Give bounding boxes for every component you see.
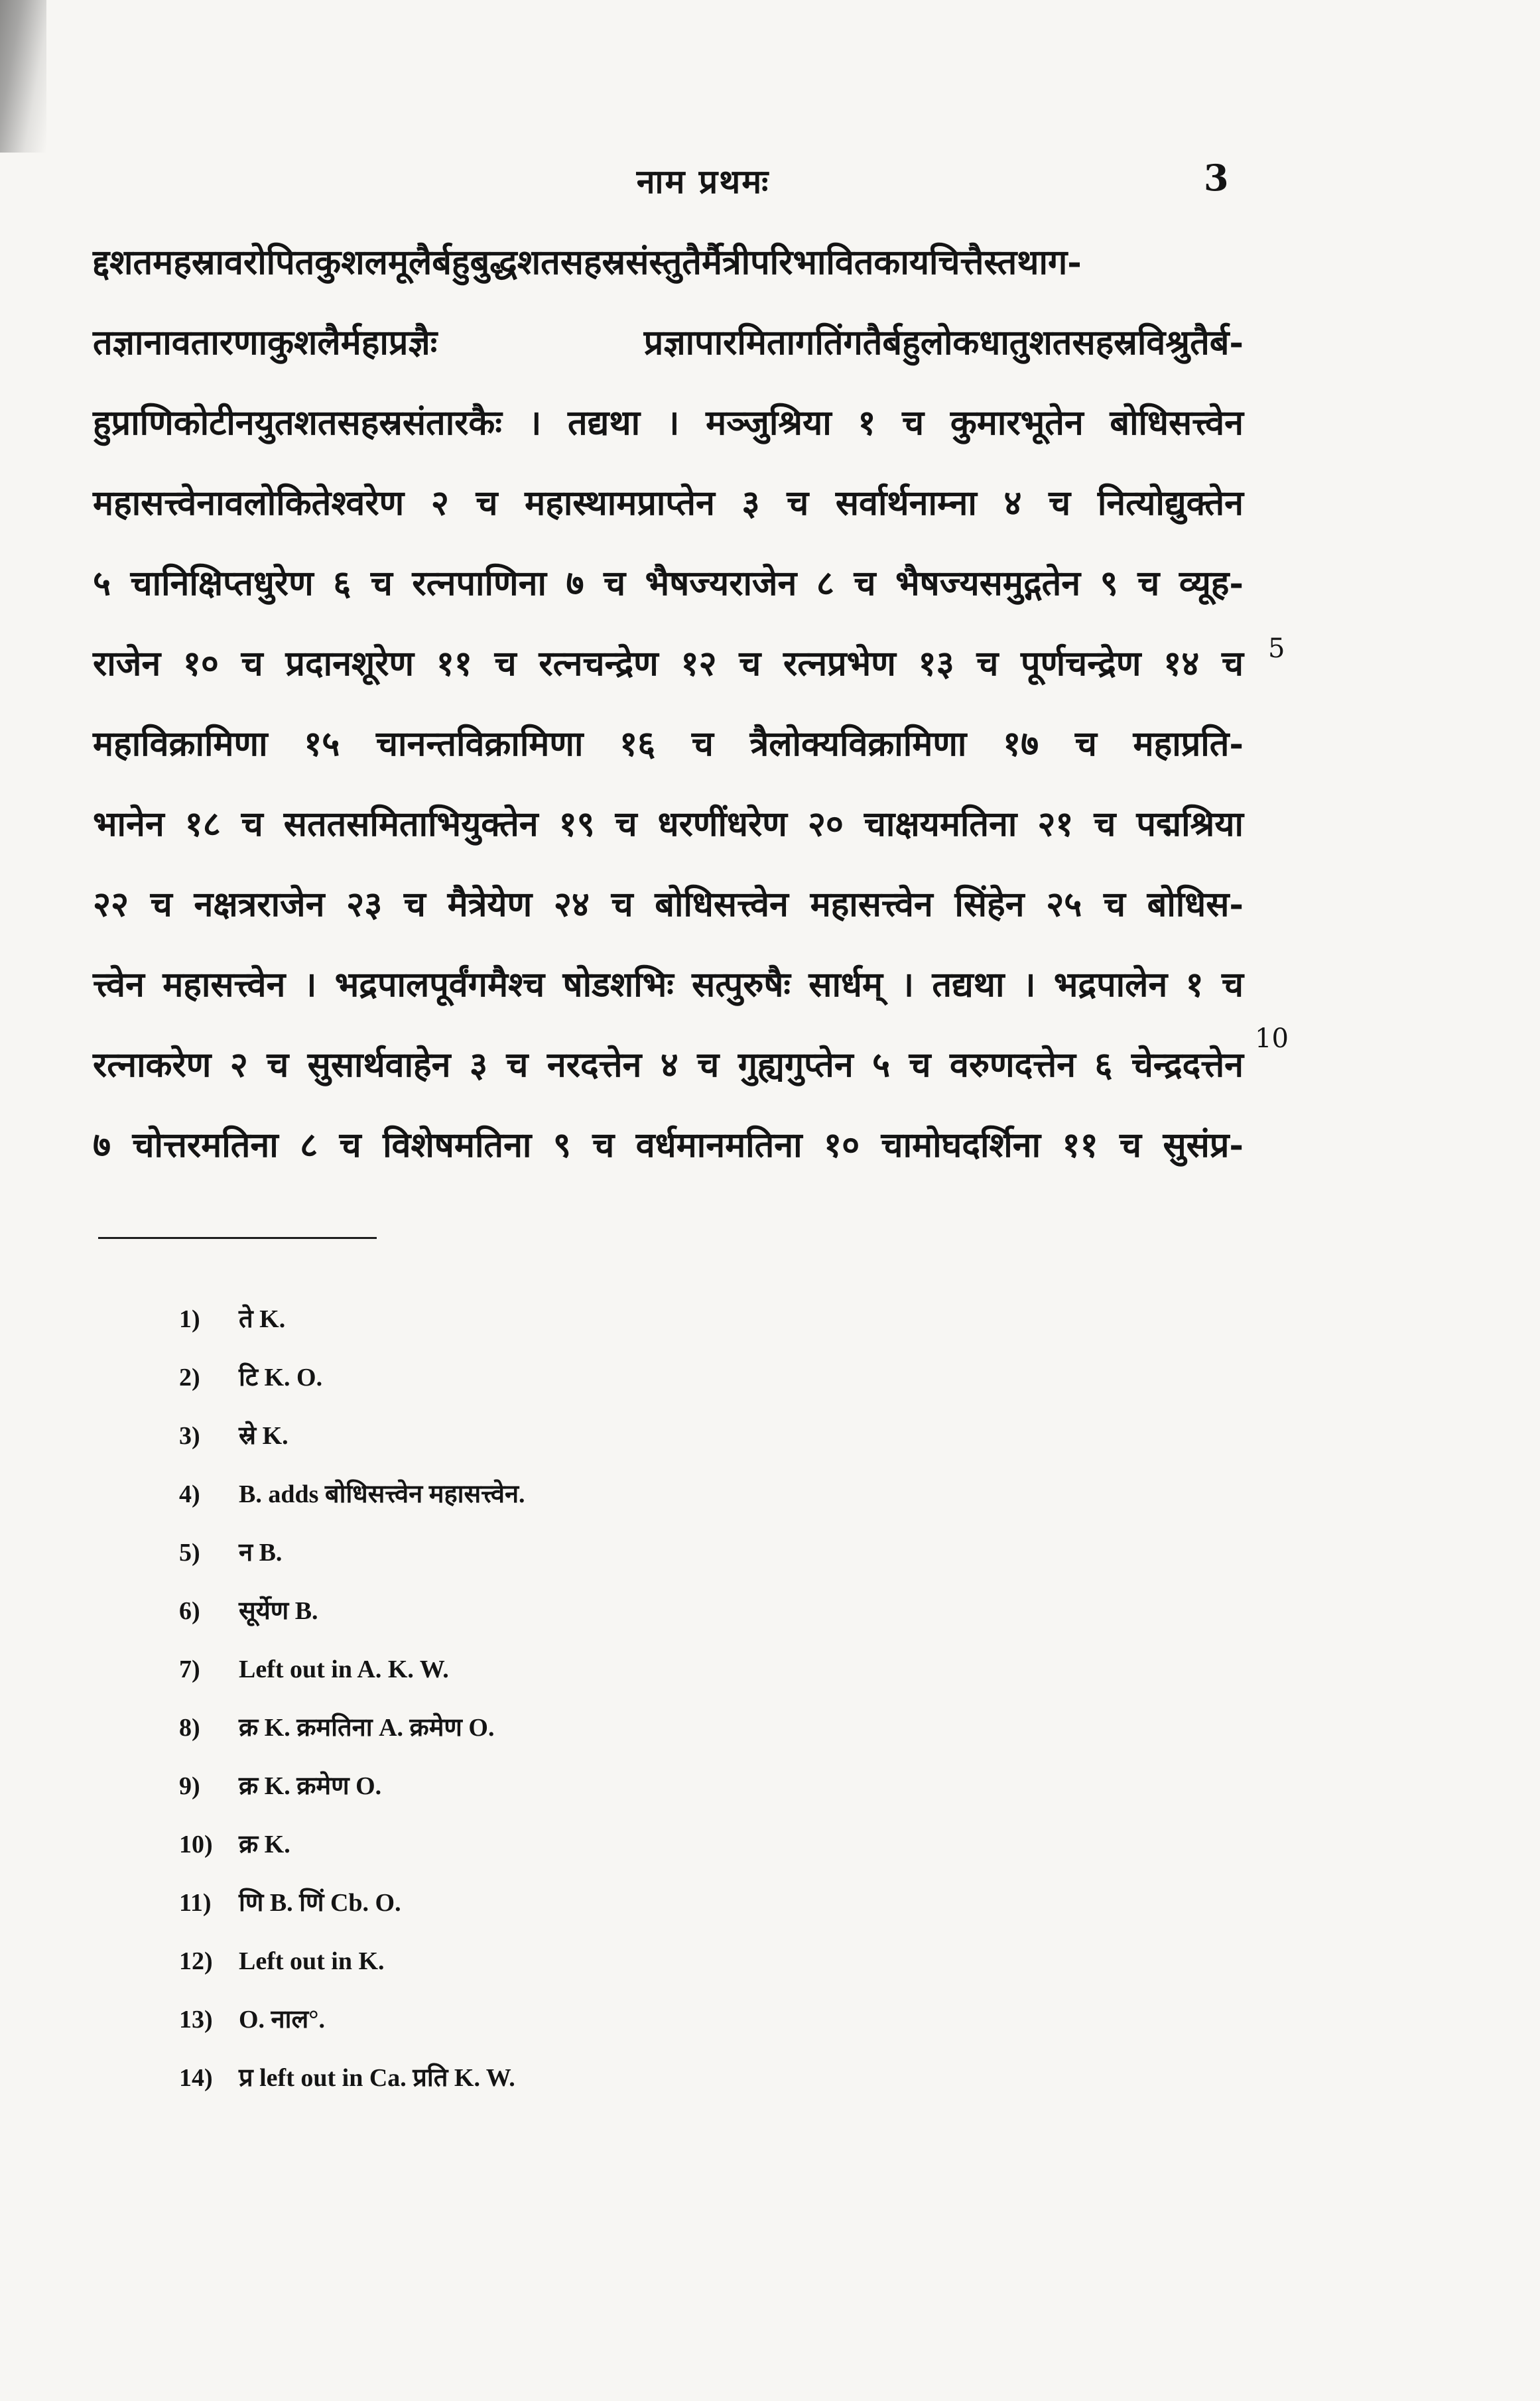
page-number: 3: [1204, 157, 1229, 199]
footnote-text: स्रे K.: [239, 1422, 289, 1450]
footnote-text: क्र K. क्रमेण O.: [239, 1772, 382, 1800]
margin-line-number-10: 10: [1255, 1023, 1289, 1054]
running-title: नाम प्रथमः: [636, 162, 770, 201]
footnote: [179, 1699, 1174, 1757]
footnote: [179, 1640, 1174, 1699]
footnote: [179, 1290, 1174, 1348]
footnote-number: 3): [179, 1422, 200, 1450]
footnote: [179, 1407, 1174, 1465]
footnote-text: न B.: [239, 1539, 283, 1567]
text-line-11: रत्नाकरेण २ च सुसार्थवाहेन ३ च नरदत्तेन ४ च गुह्यगुप्तेन ५ च वरुणदत्तेन ६ चेन्द्रदत्तेन: [93, 1045, 1244, 1085]
footnote-number: 8): [179, 1714, 200, 1742]
footnote-number: 10): [179, 1831, 213, 1858]
footnotes-list: [179, 1290, 1174, 2107]
footnote-number: 1): [179, 1305, 200, 1333]
footnote-text: O. नाल°.: [239, 2006, 325, 2034]
text-line-8: भानेन १८ च सततसमिताभियुक्तेन १९ च धरणींधरेण २० चाक्षयमतिना २१ च पद्मश्रिया: [93, 804, 1244, 844]
text-line-9: २२ च नक्षत्रराजेन २३ च मैत्रेयेण २४ च बोधिसत्त्वेन महासत्त्वेन सिंहेन २५ च बोधिस-: [93, 884, 1244, 925]
text-line-12: ७ चोत्तरमतिना ८ च विशेषमतिना ९ च वर्धमानमतिना १० चामोघदर्शिना ११ च सुसंप्र-: [93, 1125, 1244, 1165]
margin-line-number-5: 5: [1268, 633, 1285, 664]
footnote: [179, 1932, 1174, 1990]
footnote-text: ते K.: [239, 1305, 286, 1333]
footnote-text: Left out in A. K. W.: [239, 1655, 449, 1683]
footnote: [179, 1524, 1174, 1582]
text-line-4: महासत्त्वेनावलोकितेश्वरेण २ च महास्थामप्राप्तेन ३ च सर्वार्थनाम्ना ४ च नित्योद्युक्तेन: [93, 483, 1244, 523]
footnote-text: क्र K.: [239, 1831, 290, 1858]
footnote-number: 9): [179, 1772, 200, 1800]
footnote-number: 2): [179, 1364, 200, 1392]
text-line-10: त्त्वेन महासत्त्वेन । भद्रपालपूर्वंगमैश्च षोडशभिः सत्पुरुषैः सार्धम् । तद्यथा । भद्रपालेन १ च: [93, 964, 1244, 1005]
footnote: [179, 1348, 1174, 1407]
footnote: [179, 2049, 1174, 2107]
footnote-text: क्र K. क्रमतिना A. क्रमेण O.: [239, 1714, 495, 1742]
footnote-separator-rule: [98, 1237, 377, 1239]
footnote-text: B. adds बोधिसत्त्वेन महासत्त्वेन.: [239, 1480, 525, 1508]
footnote-number: 6): [179, 1597, 200, 1625]
footnote: [179, 1990, 1174, 2049]
scan-shadow-edge: [0, 0, 46, 153]
footnote-number: 14): [179, 2064, 213, 2092]
footnote-text: णि B. णिं Cb. O.: [239, 1889, 401, 1917]
text-line-7: महाविक्रामिणा १५ चानन्तविक्रामिणा १६ च त्रैलोक्यविक्रामिणा १७ च महाप्रति-: [93, 724, 1244, 764]
footnote: [179, 1815, 1174, 1874]
text-line-2: तज्ञानावतारणाकुशलैर्महाप्रज्ञैः प्रज्ञापारमितागतिंगतैर्बहुलोकधातुशतसहस्रविश्रुतैर्ब-: [93, 322, 1244, 363]
text-line-1: द्दशतमहस्रावरोपितकुशलमूलैर्बहुबुद्धशतसहस्रसंस्तुतैर्मैत्रीपरिभावितकायचित्तैस्तथाग-: [93, 242, 1082, 283]
footnote: [179, 1757, 1174, 1815]
footnote-text: प्र left out in Ca. प्रति K. W.: [239, 2064, 515, 2092]
text-line-6: राजेन १० च प्रदानशूरेण ११ च रत्नचन्द्रेण १२ च रत्नप्रभेण १३ च पूर्णचन्द्रेण १४ च: [93, 643, 1244, 684]
text-line-3: हुप्राणिकोटीनयुतशतसहस्रसंतारकैः । तद्यथा । मञ्जुश्रिया १ च कुमारभूतेन बोधिसत्त्वेन: [93, 403, 1244, 443]
text-line-5: ५ चानिक्षिप्तधुरेण ६ च रत्नपाणिना ७ च भैषज्यराजेन ८ च भैषज्यसमुद्गतेन ९ च व्यूह-: [93, 563, 1244, 604]
footnote-text: सूर्येण B.: [239, 1597, 318, 1625]
footnote-number: 12): [179, 1947, 213, 1975]
footnote: [179, 1465, 1174, 1524]
footnote-number: 13): [179, 2006, 213, 2034]
footnote-number: 11): [179, 1889, 212, 1917]
footnote-number: 4): [179, 1480, 200, 1508]
sanskrit-body-text: [93, 222, 1244, 1185]
footnote-text: Left out in K.: [239, 1947, 385, 1975]
footnote: [179, 1582, 1174, 1640]
footnote: [179, 1874, 1174, 1932]
footnote-number: 7): [179, 1655, 200, 1683]
footnote-number: 5): [179, 1539, 200, 1567]
footnote-text: टि K. O.: [239, 1364, 323, 1392]
